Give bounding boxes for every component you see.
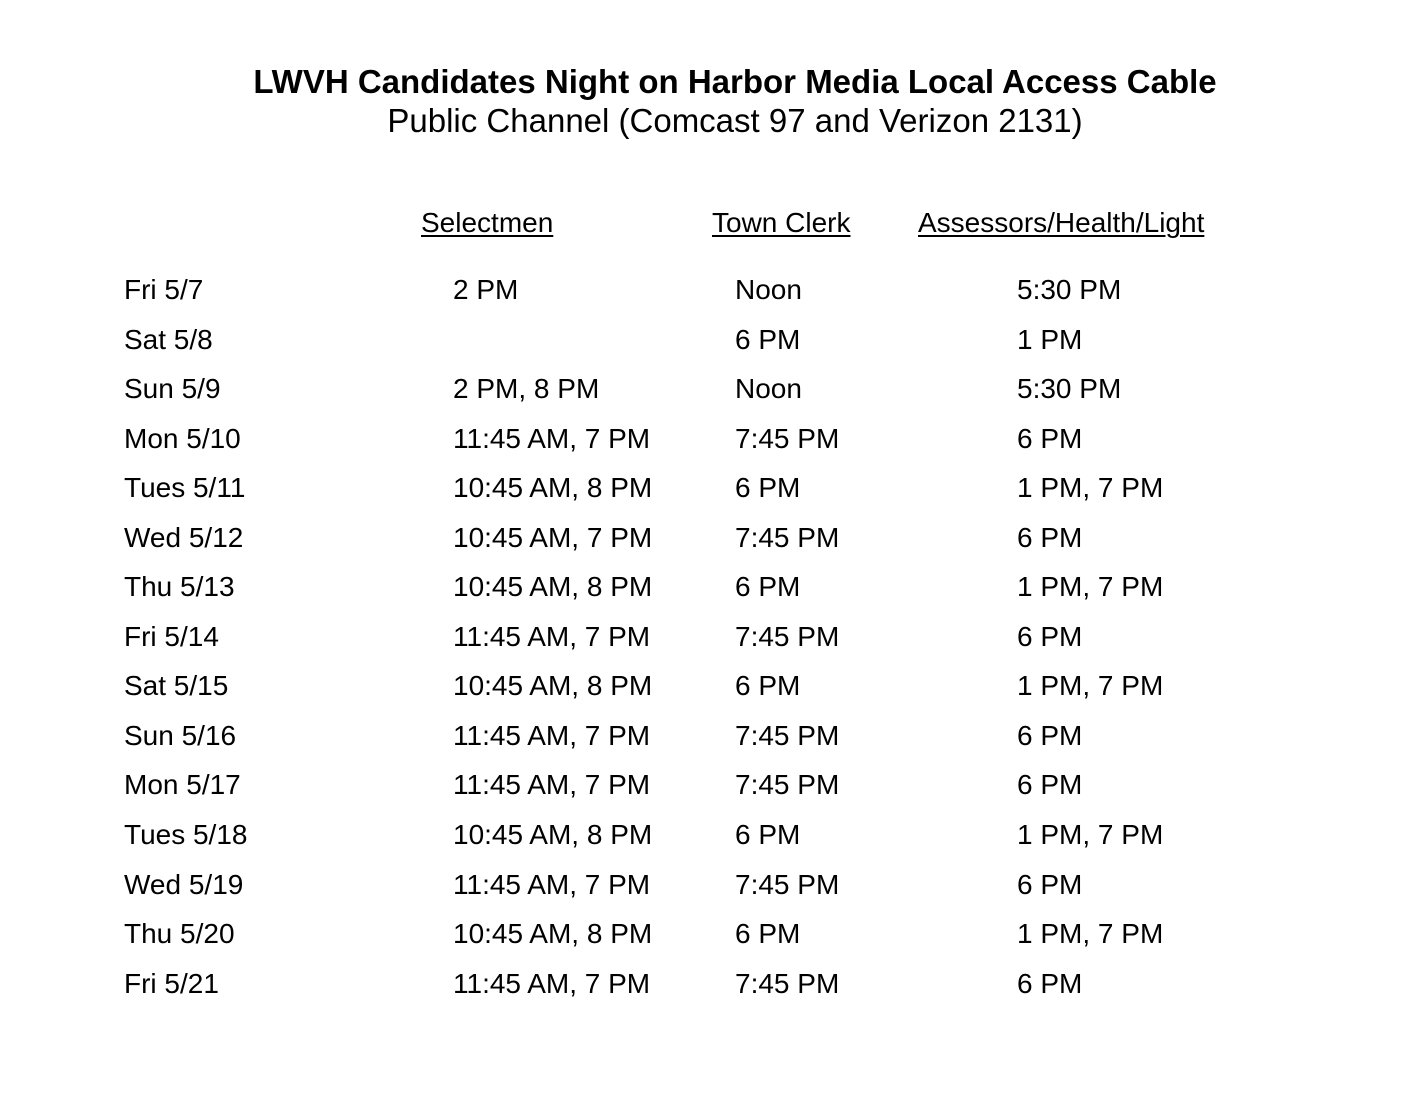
table-row <box>0 865 1410 905</box>
assessors-time-cell: 6 PM <box>1017 522 1083 553</box>
assessors-time-cell: 6 PM <box>1017 720 1083 751</box>
assessors-time-cell: 6 PM <box>1017 423 1083 454</box>
assessors-time-cell: 1 PM <box>1017 324 1083 355</box>
town-clerk-time-cell: 7:45 PM <box>735 769 840 800</box>
day-cell: Sat 5/8 <box>124 324 213 355</box>
town-clerk-time-cell: 7:45 PM <box>735 522 840 553</box>
town-clerk-time-cell: 7:45 PM <box>735 869 840 900</box>
selectmen-time-cell: 10:45 AM, 8 PM <box>453 571 653 602</box>
table-row <box>0 964 1410 1004</box>
assessors-time-cell: 1 PM, 7 PM <box>1017 571 1164 602</box>
town-clerk-time-cell: Noon <box>735 274 802 305</box>
day-cell: Wed 5/19 <box>124 869 244 900</box>
town-clerk-time-cell: 6 PM <box>735 472 801 503</box>
assessors-time-cell: 6 PM <box>1017 769 1083 800</box>
table-row <box>0 617 1410 657</box>
table-row <box>0 666 1410 706</box>
day-cell: Fri 5/14 <box>124 621 219 652</box>
day-cell: Sun 5/16 <box>124 720 237 751</box>
town-clerk-time-cell: 7:45 PM <box>735 968 840 999</box>
town-clerk-time-cell: 7:45 PM <box>735 423 840 454</box>
town-clerk-time-cell: 6 PM <box>735 819 801 850</box>
table-row <box>0 468 1410 508</box>
day-cell: Mon 5/17 <box>124 769 241 800</box>
table-row <box>0 518 1410 558</box>
selectmen-time-cell: 2 PM <box>453 274 519 305</box>
selectmen-time-cell: 11:45 AM, 7 PM <box>453 968 651 999</box>
town-clerk-time-cell: 6 PM <box>735 571 801 602</box>
day-cell: Tues 5/11 <box>124 472 246 503</box>
day-cell: Sun 5/9 <box>124 373 221 404</box>
assessors-time-cell: 6 PM <box>1017 869 1083 900</box>
assessors-time-cell: 5:30 PM <box>1017 373 1122 404</box>
column-header-selectmen: Selectmen <box>421 207 554 238</box>
day-cell: Mon 5/10 <box>124 423 241 454</box>
day-cell: Wed 5/12 <box>124 522 244 553</box>
table-row <box>0 567 1410 607</box>
day-cell: Fri 5/7 <box>124 274 204 305</box>
page-subtitle: Public Channel (Comcast 97 and Verizon 2131) <box>387 102 1083 139</box>
assessors-time-cell: 1 PM, 7 PM <box>1017 918 1164 949</box>
selectmen-time-cell: 10:45 AM, 8 PM <box>453 819 653 850</box>
town-clerk-time-cell: 6 PM <box>735 670 801 701</box>
day-cell: Thu 5/20 <box>124 918 235 949</box>
selectmen-time-cell: 10:45 AM, 7 PM <box>453 522 653 553</box>
table-row <box>0 914 1410 954</box>
town-clerk-time-cell: 6 PM <box>735 918 801 949</box>
town-clerk-time-cell: Noon <box>735 373 802 404</box>
table-row <box>0 320 1410 360</box>
selectmen-time-cell: 11:45 AM, 7 PM <box>453 720 651 751</box>
page-title: LWVH Candidates Night on Harbor Media Local Access Cable <box>253 63 1217 100</box>
selectmen-time-cell: 11:45 AM, 7 PM <box>453 423 651 454</box>
selectmen-time-cell: 11:45 AM, 7 PM <box>453 869 651 900</box>
assessors-time-cell: 1 PM, 7 PM <box>1017 472 1164 503</box>
day-cell: Sat 5/15 <box>124 670 229 701</box>
assessors-time-cell: 1 PM, 7 PM <box>1017 819 1164 850</box>
selectmen-time-cell: 2 PM, 8 PM <box>453 373 600 404</box>
selectmen-time-cell: 10:45 AM, 8 PM <box>453 472 653 503</box>
table-row <box>0 419 1410 459</box>
selectmen-time-cell: 10:45 AM, 8 PM <box>453 918 653 949</box>
table-row <box>0 270 1410 310</box>
table-row <box>0 369 1410 409</box>
town-clerk-time-cell: 6 PM <box>735 324 801 355</box>
column-header-assessors: Assessors/Health/Light <box>918 207 1205 238</box>
assessors-time-cell: 6 PM <box>1017 968 1083 999</box>
table-row <box>0 716 1410 756</box>
day-cell: Fri 5/21 <box>124 968 219 999</box>
column-header-town-clerk: Town Clerk <box>712 207 851 238</box>
day-cell: Thu 5/13 <box>124 571 235 602</box>
selectmen-time-cell: 11:45 AM, 7 PM <box>453 621 651 652</box>
town-clerk-time-cell: 7:45 PM <box>735 720 840 751</box>
day-cell: Tues 5/18 <box>124 819 248 850</box>
selectmen-time-cell: 11:45 AM, 7 PM <box>453 769 651 800</box>
table-row <box>0 815 1410 855</box>
assessors-time-cell: 5:30 PM <box>1017 274 1122 305</box>
town-clerk-time-cell: 7:45 PM <box>735 621 840 652</box>
assessors-time-cell: 1 PM, 7 PM <box>1017 670 1164 701</box>
table-row <box>0 765 1410 805</box>
assessors-time-cell: 6 PM <box>1017 621 1083 652</box>
selectmen-time-cell: 10:45 AM, 8 PM <box>453 670 653 701</box>
